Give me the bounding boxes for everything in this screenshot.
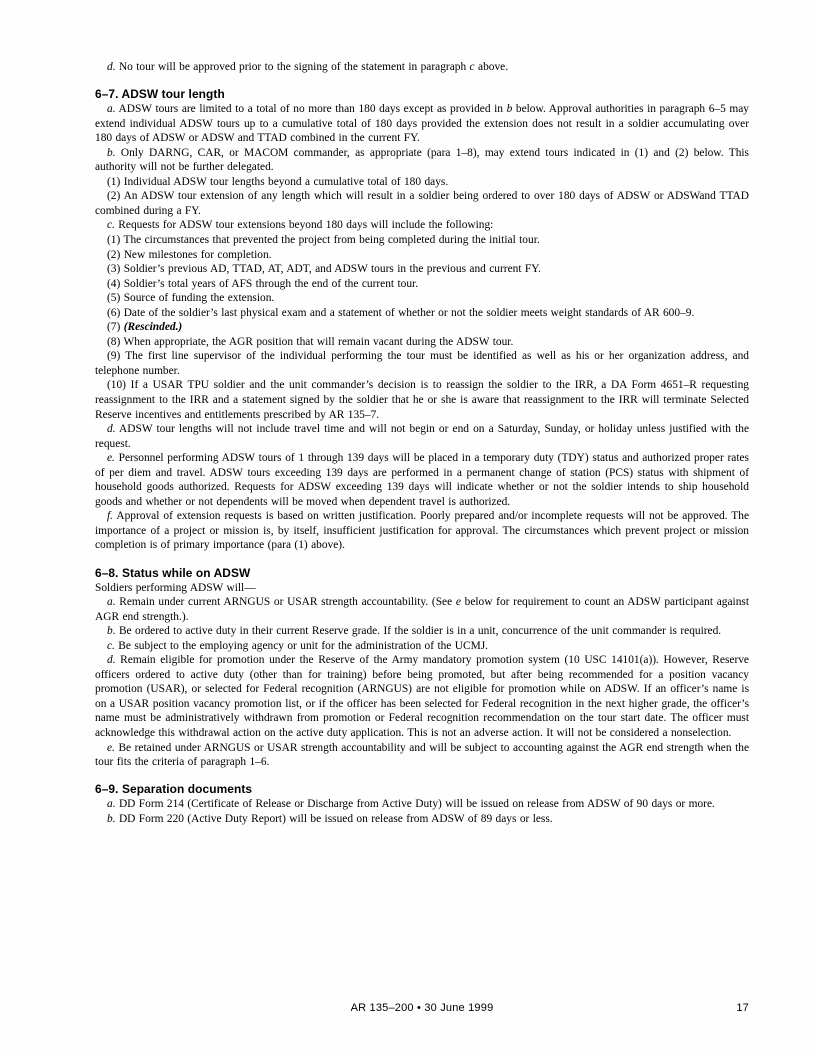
paragraph-marker: d. bbox=[107, 61, 116, 73]
paragraph-text: Approval of extension requests is based on written justification. Poorly prepared and/or incomplete requests will not be approved. The importance of a project or mission is, by itself, insufficient justification for approval. The circumstances which prevent project or mission completion is of primary importance (para (1) above). bbox=[95, 510, 749, 552]
list-text: Soldier’s total years of AFS through the end of the current tour. bbox=[120, 277, 419, 290]
paragraph-intro-d bbox=[95, 60, 749, 75]
paragraph-text: ADSW tour lengths will not include travel time and will not begin or end on a Saturday, Sunday, or holiday unless justified with the request. bbox=[95, 423, 749, 450]
list-marker: (2) bbox=[107, 190, 121, 203]
spacer bbox=[95, 553, 749, 566]
page-footer bbox=[95, 1002, 749, 1018]
paragraph-text: No tour will be approved prior to the signing of the statement in paragraph bbox=[115, 61, 470, 73]
list-marker: (5) bbox=[107, 292, 121, 305]
paragraph-6-9-a bbox=[95, 797, 749, 812]
paragraph-6-8-c bbox=[95, 639, 749, 654]
paragraph-text: DD Form 220 (Active Duty Report) will be issued on release from ADSW of 89 days or less. bbox=[115, 812, 553, 825]
list-item-6-7-c-9 bbox=[95, 349, 749, 378]
paragraph-6-7-d bbox=[95, 422, 749, 451]
paragraph-marker: e. bbox=[107, 741, 115, 754]
paragraph-text: Be ordered to active duty in their current Reserve grade. If the soldier is in a unit, concurrence of the unit commander is required. bbox=[115, 625, 722, 638]
paragraph-text: Be retained under ARNGUS or USAR strength accountability and will be subject to accounting against the AGR end strength when the tour fits the criteria of paragraph 1–6. bbox=[95, 741, 749, 769]
list-item-6-7-c-5 bbox=[95, 291, 749, 306]
list-text: Source of funding the extension. bbox=[120, 292, 275, 305]
list-item-6-7-c-4 bbox=[95, 277, 749, 292]
footer-page-number: 17 bbox=[736, 1002, 749, 1014]
paragraph-marker: a. bbox=[107, 798, 116, 811]
list-text: The first line supervisor of the individual performing the tour must be identified as well as his or her organization address, and telephone number. bbox=[95, 350, 749, 377]
list-marker: (9) bbox=[107, 350, 121, 363]
paragraph-text: Remain eligible for promotion under the Reserve of the Army mandatory promotion system (10 USC 14101(a)). However, Reserve officers ordered to active duty (other than for training) before being promoted, but after being recommended for a position vacancy promotion (USAR), or selected for Federal recognition (ARNGUS) are not eligible for promotion while on ADSW. If an officer’s name is on a USAR position vacancy promotion list, or if the officer has been selected for Federal recognition in the next higher grade, the officer’s name must be administratively withdrawn from promotion or Federal recognition recommendation on the tour start date. The officer must acknowledge this withdrawal action on the active duty application. This is not an adverse action. It will not be considered a nonselection. bbox=[95, 654, 749, 739]
paragraph-6-7-a bbox=[95, 102, 749, 146]
list-text: Soldier’s previous AD, TTAD, AT, ADT, and ADSW tours in the previous and current FY. bbox=[120, 263, 541, 276]
list-item-6-7-b-1 bbox=[95, 175, 749, 190]
spacer bbox=[95, 75, 749, 88]
list-item-6-7-c-2 bbox=[95, 248, 749, 263]
paragraph-reference: e bbox=[455, 596, 461, 609]
paragraph-text-tail: below for requirement to count an ADSW participant against AGR end strength.). bbox=[95, 596, 749, 623]
list-marker: (8) bbox=[107, 335, 121, 348]
spacer bbox=[95, 770, 749, 783]
paragraph-text: Requests for ADSW tour extensions beyond 180 days will include the following: bbox=[114, 219, 494, 232]
list-marker: (1) bbox=[107, 175, 121, 188]
paragraph-marker: b. bbox=[107, 146, 116, 159]
list-item-6-7-c-10 bbox=[95, 378, 749, 422]
paragraph-marker: e. bbox=[107, 452, 115, 465]
list-marker: (6) bbox=[107, 306, 121, 319]
paragraph-reference: c bbox=[469, 61, 475, 73]
list-item-6-7-b-2 bbox=[95, 189, 749, 218]
list-item-6-7-c-1 bbox=[95, 233, 749, 248]
paragraph-text: DD Form 214 (Certificate of Release or Discharge from Active Duty) will be issued on release from ADSW of 90 days or more. bbox=[115, 798, 715, 811]
paragraph-reference: b bbox=[506, 103, 513, 116]
paragraph-marker: d. bbox=[107, 423, 116, 436]
heading-6-7: 6–7. ADSW tour length bbox=[95, 87, 225, 102]
list-text: When appropriate, the AGR position that will remain vacant during the ADSW tour. bbox=[120, 335, 514, 348]
paragraph-marker: d. bbox=[107, 654, 116, 667]
list-text: New milestones for completion. bbox=[120, 248, 272, 261]
heading-6-9: 6–9. Separation documents bbox=[95, 782, 253, 797]
paragraph-text: Be subject to the employing agency or unit for the administration of the UCMJ. bbox=[114, 639, 488, 652]
paragraph-text: ADSW tours are limited to a total of no more than 180 days except as provided in bbox=[115, 103, 507, 116]
page-body bbox=[95, 60, 749, 826]
list-marker: (2) bbox=[107, 248, 121, 261]
paragraph-marker: c. bbox=[107, 219, 115, 232]
list-text: Date of the soldier’s last physical exam and a statement of whether or not the soldier meets weight standards of AR 600–9. bbox=[120, 306, 695, 319]
paragraph-6-7-c bbox=[95, 218, 749, 233]
paragraph-6-7-f bbox=[95, 509, 749, 553]
paragraph-6-8-b bbox=[95, 624, 749, 639]
paragraph-text: Only DARNG, CAR, or MACOM commander, as appropriate (para 1–8), may extend tours indicated in (1) and (2) below. This authority will not be further delegated. bbox=[95, 146, 749, 174]
paragraph-text-tail: above. bbox=[474, 61, 509, 73]
paragraph-text: Remain under current ARNGUS or USAR strength accountability. (See bbox=[115, 596, 456, 609]
list-marker: (4) bbox=[107, 277, 121, 290]
paragraph-text-tail: below. Approval authorities in paragraph 6–5 may extend individual ADSW tours up to a cumulative total of 180 days provided the extension does not result in a soldier accumulating over 180 days of ADSW or ADSW and TTAD combined in the current FY. bbox=[95, 103, 749, 145]
paragraph-marker: b. bbox=[107, 625, 116, 638]
paragraph-6-8-intro: Soldiers performing ADSW will— bbox=[95, 581, 256, 594]
list-text: An ADSW tour extension of any length which will result in a soldier being ordered to over 180 days of ADSW or ADSWand TTAD combined during a FY. bbox=[95, 190, 749, 217]
paragraph-6-8-d bbox=[95, 653, 749, 740]
paragraph-marker: b. bbox=[107, 812, 116, 825]
list-marker: (3) bbox=[107, 263, 121, 276]
rescinded-label: (Rescinded.) bbox=[123, 321, 183, 334]
list-text: Individual ADSW tour lengths beyond a cumulative total of 180 days. bbox=[120, 175, 449, 188]
list-marker: (7) bbox=[107, 321, 121, 334]
paragraph-marker: f. bbox=[107, 510, 114, 523]
paragraph-marker: a. bbox=[107, 596, 116, 609]
paragraph-6-8-e bbox=[95, 741, 749, 770]
footer-citation: AR 135–200 • 30 June 1999 bbox=[350, 1002, 494, 1014]
heading-6-8: 6–8. Status while on ADSW bbox=[95, 565, 251, 580]
paragraph-6-9-b bbox=[95, 812, 749, 827]
list-marker: (10) bbox=[107, 379, 126, 392]
list-marker: (1) bbox=[107, 233, 121, 246]
paragraph-6-7-b bbox=[95, 146, 749, 175]
paragraph-6-7-e bbox=[95, 451, 749, 509]
list-text: If a USAR TPU soldier and the unit commander’s decision is to reassign the soldier to the IRR, a DA Form 4651–R requesting reassignment to the IRR and a statement signed by the soldier that he or she is aware that reassignment to the IRR will terminate Selected Reserve incentives and entitlements prescribed by AR 135–7. bbox=[95, 379, 749, 421]
paragraph-marker: a. bbox=[107, 103, 116, 116]
list-item-6-7-c-8 bbox=[95, 335, 749, 350]
paragraph-text: Personnel performing ADSW tours of 1 through 139 days will be placed in a temporary duty (TDY) status and authorized proper rates of per diem and travel. ADSW tours exceeding 139 days are performed in a permanent change of station (PCS) status with shipment of household goods authorized. Requests for ADSW exceeding 139 days will indicate whether or not the soldier intends to ship household goods and whether or not dependents will be moved when dependent travel is authorized. bbox=[95, 452, 749, 508]
paragraph-6-8-a bbox=[95, 595, 749, 624]
list-item-6-7-c-7 bbox=[95, 320, 749, 335]
list-text: The circumstances that prevented the project from being completed during the initial tour. bbox=[120, 233, 540, 246]
list-item-6-7-c-3 bbox=[95, 262, 749, 277]
list-item-6-7-c-6 bbox=[95, 306, 749, 321]
paragraph-marker: c. bbox=[107, 639, 115, 652]
